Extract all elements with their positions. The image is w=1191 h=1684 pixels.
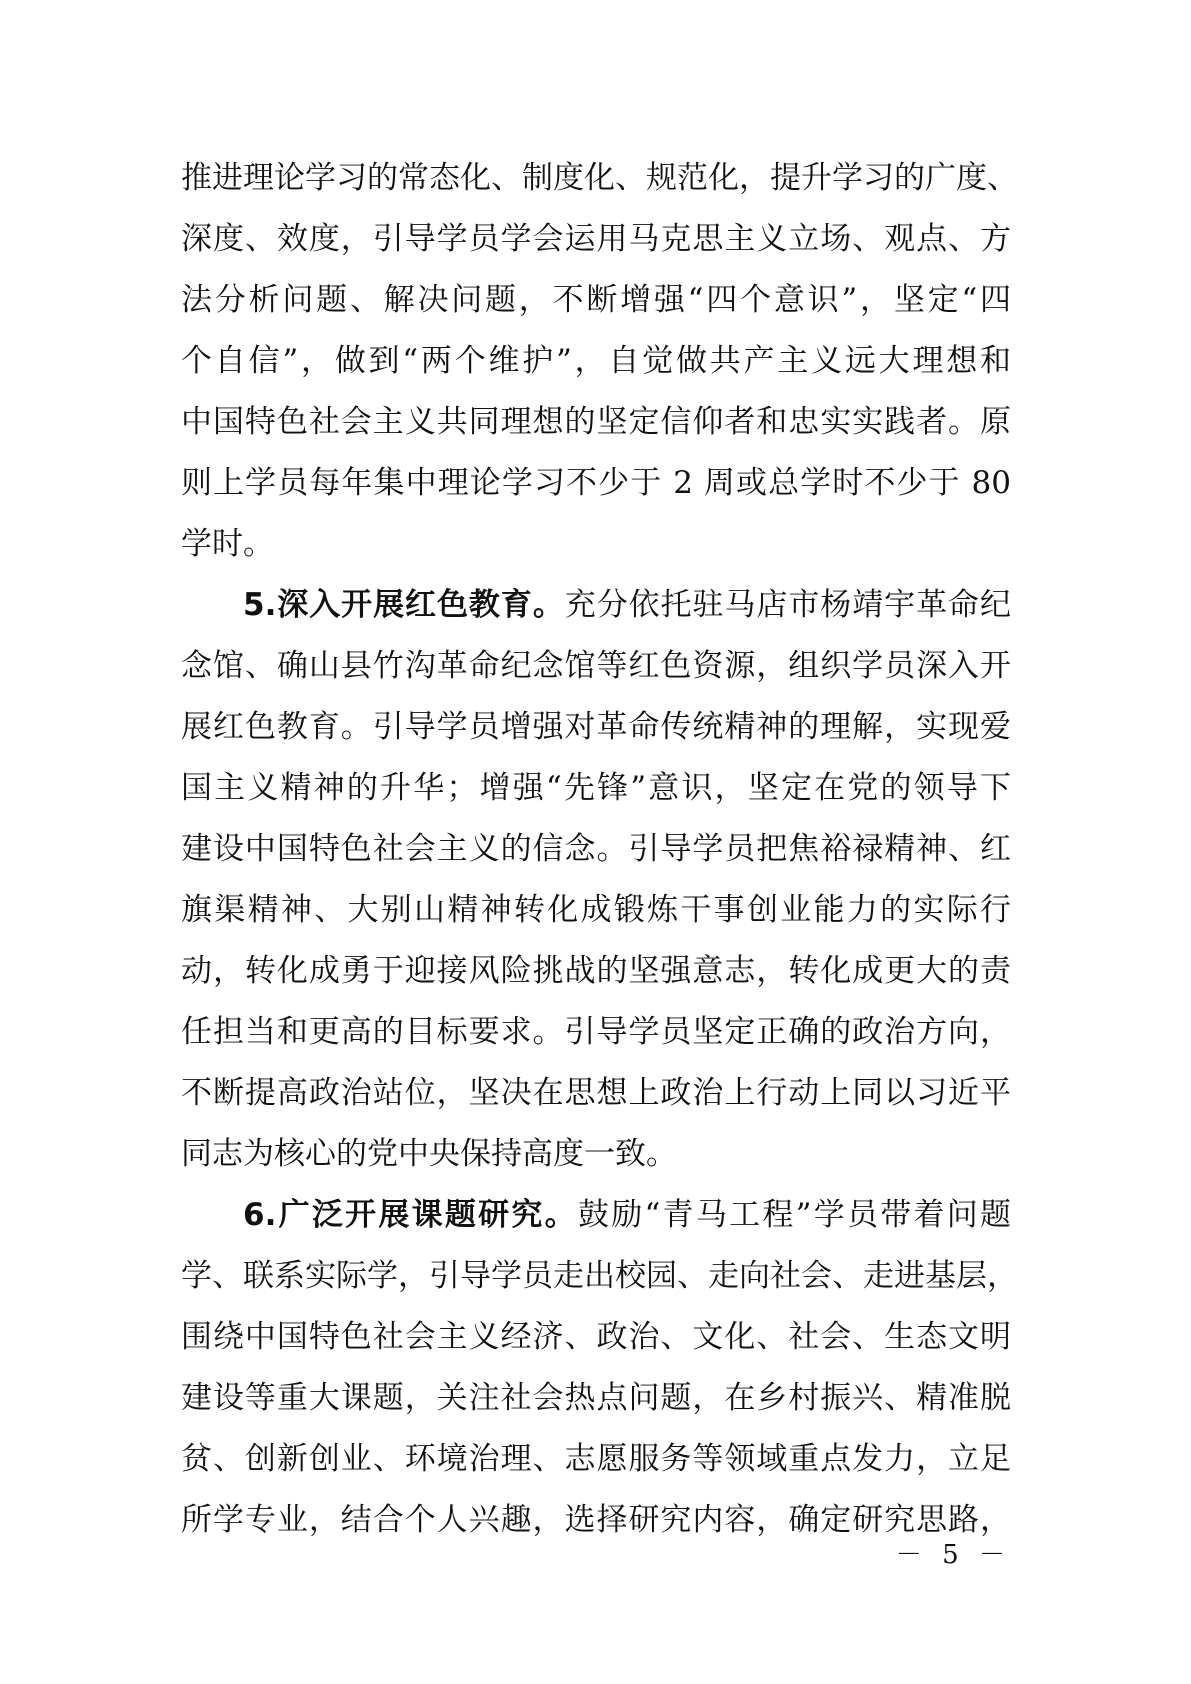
- text-line: 所学专业，结合个人兴趣，选择研究内容，确定研究思路，: [181, 1502, 1011, 1538]
- text-line: 围绕中国特色社会主义经济、政治、文化、社会、生态文明: [181, 1319, 1011, 1355]
- text-line: 念馆、确山县竹沟革命纪念馆等红色资源，组织学员深入开: [181, 648, 1011, 684]
- text-line: 同志为核心的党中央保持高度一致。: [181, 1136, 677, 1172]
- text-line: 展红色教育。引导学员增强对革命传统精神的理解，实现爱: [181, 709, 1011, 745]
- paragraph: [181, 148, 1018, 575]
- text-line: 任担当和更高的目标要求。引导学员坚定正确的政治方向，: [181, 1014, 1011, 1050]
- text-run: 鼓励“青马工程”学员带着问题: [577, 1197, 1011, 1233]
- text-line: 学时。: [181, 526, 274, 562]
- page-number: － 5 －: [895, 1540, 1011, 1570]
- text-line: [181, 575, 1011, 636]
- text-line: 建设中国特色社会主义的信念。引导学员把焦裕禄精神、红: [181, 831, 1011, 867]
- section-heading: 6.广泛开展课题研究。: [243, 1197, 578, 1233]
- text-line: 深度、效度，引导学员学会运用马克思主义立场、观点、方: [181, 221, 1011, 257]
- paragraph: [181, 575, 1011, 1185]
- text-line: 建设等重大课题，关注社会热点问题，在乡村振兴、精准脱: [181, 1380, 1011, 1416]
- text-line: 法分析问题、解决问题，不断增强“四个意识”，坚定“四: [181, 282, 1011, 318]
- text-line: 中国特色社会主义共同理想的坚定信仰者和忠实实践者。原: [181, 404, 1011, 440]
- section-heading: 5.深入开展红色教育。: [243, 587, 565, 623]
- text-line: 个自信”，做到“两个维护”，自觉做共产主义远大理想和: [181, 343, 1011, 379]
- text-run: 充分依托驻马店市杨靖宇革命纪: [564, 587, 1011, 623]
- text-line: 不断提高政治站位，坚决在思想上政治上行动上同以习近平: [181, 1075, 1011, 1111]
- paragraph: [181, 1185, 1018, 1551]
- text-line: 学、联系实际学，引导学员走出校园、走向社会、走进基层，: [181, 1258, 1018, 1294]
- text-line: 国主义精神的升华；增强“先锋”意识，坚定在党的领导下: [181, 770, 1011, 806]
- text-line: 贫、创新创业、环境治理、志愿服务等领域重点发力，立足: [181, 1441, 1011, 1477]
- text-line: 旗渠精神、大别山精神转化成锻炼干事创业能力的实际行: [181, 892, 1011, 928]
- text-line: [181, 1185, 1011, 1246]
- text-line: 推进理论学习的常态化、制度化、规范化，提升学习的广度、: [181, 160, 1018, 196]
- text-line: 动，转化成勇于迎接风险挑战的坚强意志，转化成更大的责: [181, 953, 1011, 989]
- body-text: [181, 148, 1018, 1551]
- text-line: 则上学员每年集中理论学习不少于 2 周或总学时不少于 80: [181, 465, 1011, 501]
